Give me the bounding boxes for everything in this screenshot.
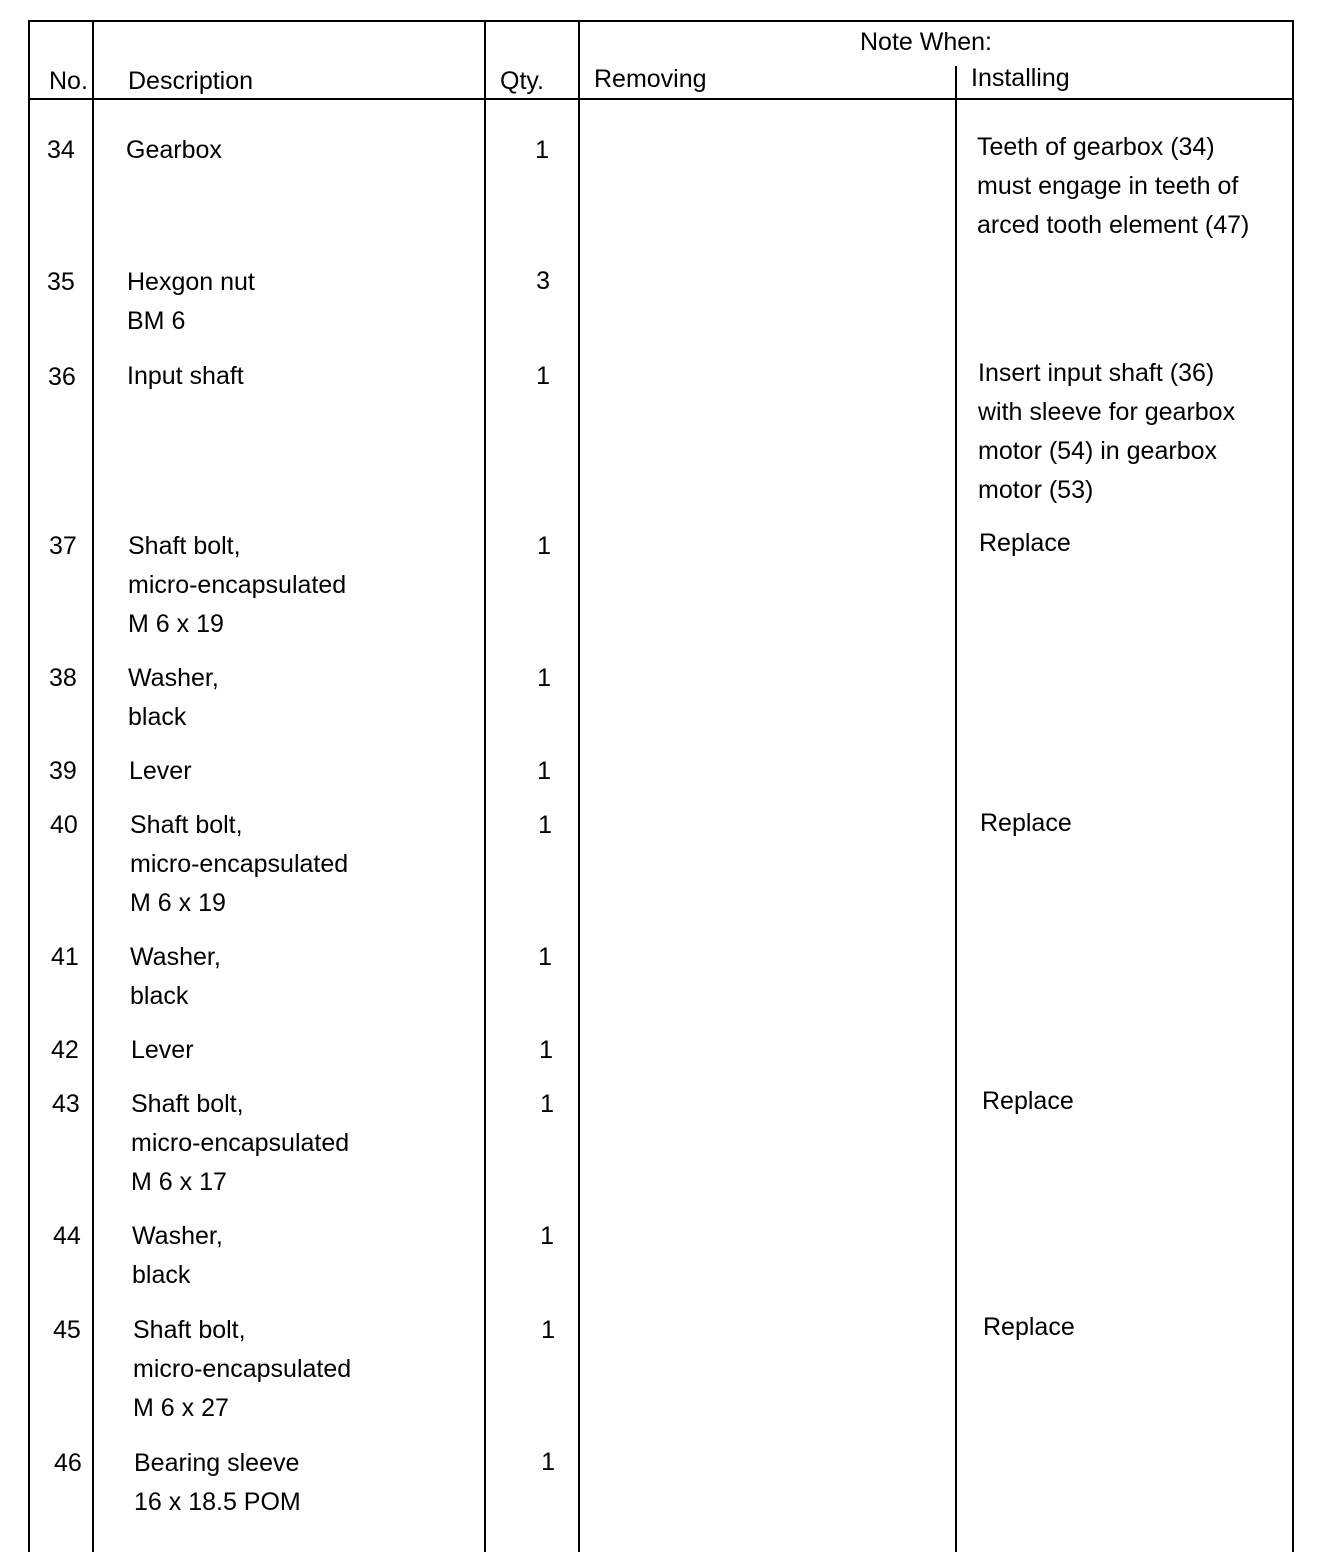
row-37-qty: 1 bbox=[537, 532, 551, 560]
row-34-qty: 1 bbox=[535, 136, 549, 164]
row-36-no: 36 bbox=[48, 363, 76, 391]
row-44-description: Washer, black bbox=[132, 1222, 223, 1289]
row-35-no: 35 bbox=[47, 268, 75, 296]
row-40-description: Shaft bolt, micro-encapsulated M 6 x 19 bbox=[130, 811, 349, 917]
row-38-qty: 1 bbox=[537, 664, 551, 692]
row-40-qty: 1 bbox=[538, 811, 552, 839]
row-45-qty: 1 bbox=[541, 1316, 555, 1344]
row-45-installing: Replace bbox=[983, 1313, 1075, 1341]
row-36-description: Input shaft bbox=[127, 362, 244, 390]
row-37-description: Shaft bolt, micro-encapsulated M 6 x 19 bbox=[128, 532, 347, 638]
row-35-description: Hexgon nut BM 6 bbox=[127, 268, 255, 335]
row-39-qty: 1 bbox=[537, 757, 551, 785]
row-35-qty: 3 bbox=[536, 267, 550, 295]
header-no: No. bbox=[49, 67, 88, 95]
row-39-description: Lever bbox=[129, 757, 192, 785]
row-45-description: Shaft bolt, micro-encapsulated M 6 x 27 bbox=[133, 1316, 352, 1422]
row-34-installing: Teeth of gearbox (34) must engage in teeth of arced tooth element (47) bbox=[977, 133, 1250, 239]
row-37-installing: Replace bbox=[979, 529, 1071, 557]
row-42-description: Lever bbox=[131, 1036, 194, 1064]
row-34-no: 34 bbox=[47, 136, 75, 164]
row-43-qty: 1 bbox=[540, 1090, 554, 1118]
top-rule bbox=[28, 20, 1294, 22]
row-46-no: 46 bbox=[54, 1449, 82, 1477]
row-36-qty: 1 bbox=[536, 362, 550, 390]
divider-no-desc bbox=[92, 20, 94, 1552]
row-43-no: 43 bbox=[52, 1090, 80, 1118]
row-38-description: Washer, black bbox=[128, 664, 219, 731]
header-qty: Qty. bbox=[500, 67, 544, 95]
row-42-qty: 1 bbox=[539, 1036, 553, 1064]
row-34-description: Gearbox bbox=[126, 136, 222, 164]
left-border bbox=[28, 20, 30, 1552]
row-41-description: Washer, black bbox=[130, 943, 221, 1010]
divider-qty-removing bbox=[578, 20, 580, 1552]
row-43-installing: Replace bbox=[982, 1087, 1074, 1115]
row-39-no: 39 bbox=[49, 757, 77, 785]
row-46-description: Bearing sleeve 16 x 18.5 POM bbox=[134, 1449, 301, 1516]
row-41-no: 41 bbox=[51, 943, 79, 971]
row-40-no: 40 bbox=[50, 811, 78, 839]
row-41-qty: 1 bbox=[538, 943, 552, 971]
header-note-when: Note When: bbox=[860, 28, 993, 56]
row-36-installing: Insert input shaft (36) with sleeve for gearbox motor (54) in gearbox motor (53) bbox=[978, 359, 1236, 504]
row-44-qty: 1 bbox=[540, 1222, 554, 1250]
row-37-no: 37 bbox=[49, 532, 77, 560]
row-44-no: 44 bbox=[53, 1222, 81, 1250]
row-46-qty: 1 bbox=[541, 1448, 555, 1476]
header-removing: Removing bbox=[594, 65, 707, 93]
note-when-rule bbox=[578, 98, 956, 100]
header-installing: Installing bbox=[971, 64, 1070, 92]
row-38-no: 38 bbox=[49, 664, 77, 692]
row-40-installing: Replace bbox=[980, 809, 1072, 837]
row-43-description: Shaft bolt, micro-encapsulated M 6 x 17 bbox=[131, 1090, 350, 1196]
row-42-no: 42 bbox=[51, 1036, 79, 1064]
header-description: Description bbox=[128, 67, 254, 95]
divider-desc-qty bbox=[484, 20, 486, 1552]
right-border bbox=[1292, 20, 1294, 1552]
row-45-no: 45 bbox=[53, 1316, 81, 1344]
divider-removing-installing bbox=[955, 66, 957, 1552]
